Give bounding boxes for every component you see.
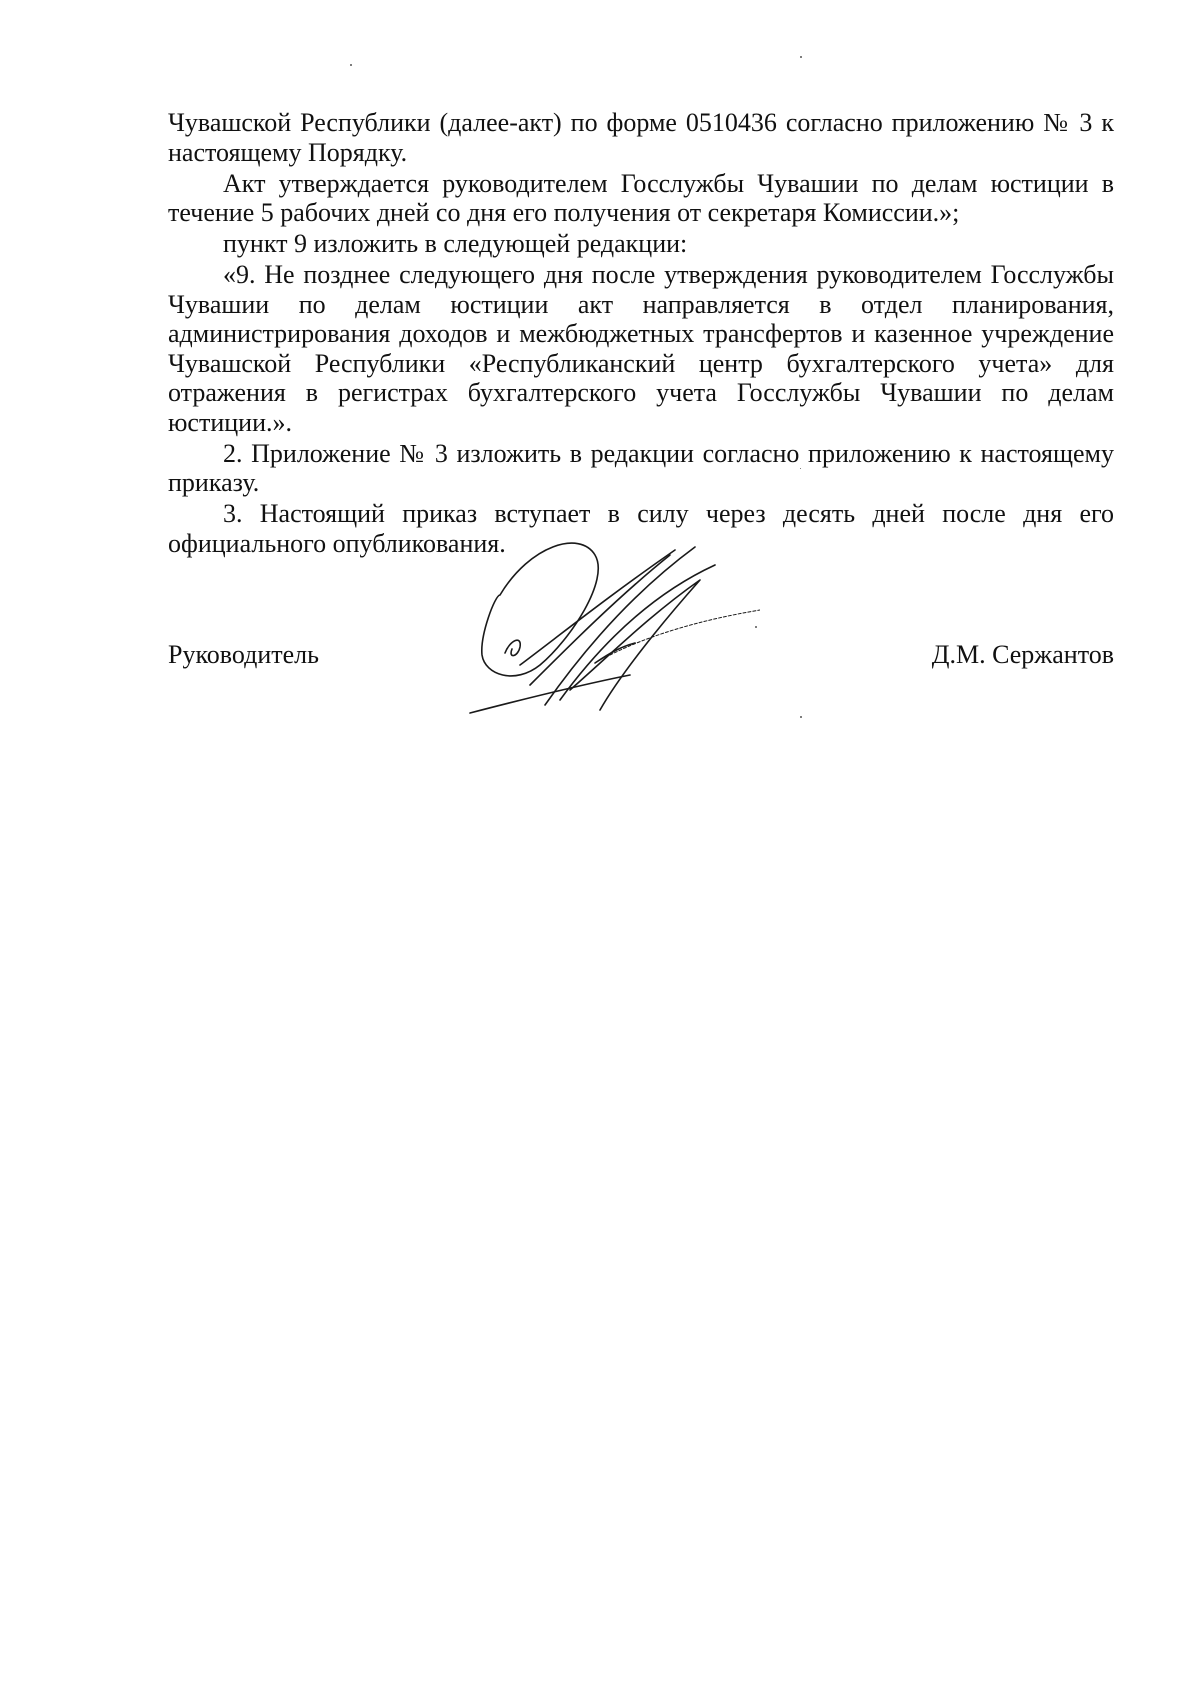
paragraph-item-2: 2. Приложение № 3 изложить в редакции согласно приложению к настоящему приказу.: [168, 438, 1114, 497]
paragraph-act-form: Чувашской Республики (далее-акт) по форме 0510436 согласно приложению № 3 к настоящему Порядку.: [168, 108, 1114, 167]
handwritten-signature: [460, 535, 760, 725]
signatory-title: Руководитель: [168, 640, 319, 669]
paragraph-item-3: 3. Настоящий приказ вступает в силу через десять дней после дня его официального опубликования.: [168, 499, 1114, 558]
scan-speck: [800, 716, 802, 718]
scan-speck: [350, 64, 352, 66]
document-body: [168, 108, 1114, 560]
scan-speck: [755, 626, 757, 628]
scan-speck: [800, 468, 801, 469]
signatory-name: Д.М. Сержантов: [931, 640, 1114, 669]
scan-speck: [800, 56, 802, 58]
paragraph-act-approval: Акт утверждается руководителем Госслужбы Чувашии по делам юстиции в течение 5 рабочих дней со дня его получения от секретаря Комиссии.»;: [168, 168, 1114, 227]
paragraph-point-9-intro: пункт 9 изложить в следующей редакции:: [223, 229, 688, 258]
paragraph-point-9-text: «9. Не позднее следующего дня после утверждения руководителем Госслужбы Чувашии по делам юстиции акт направляется в отдел планирования, администрирования доходов и межбюджетных трансфертов и казенное учреждение Чувашской Республики «Республиканский центр бухгалтерского учета» для отражения в регистрах бухгалтерского учета Госслужбы Чувашии по делам юстиции.».: [168, 260, 1114, 437]
